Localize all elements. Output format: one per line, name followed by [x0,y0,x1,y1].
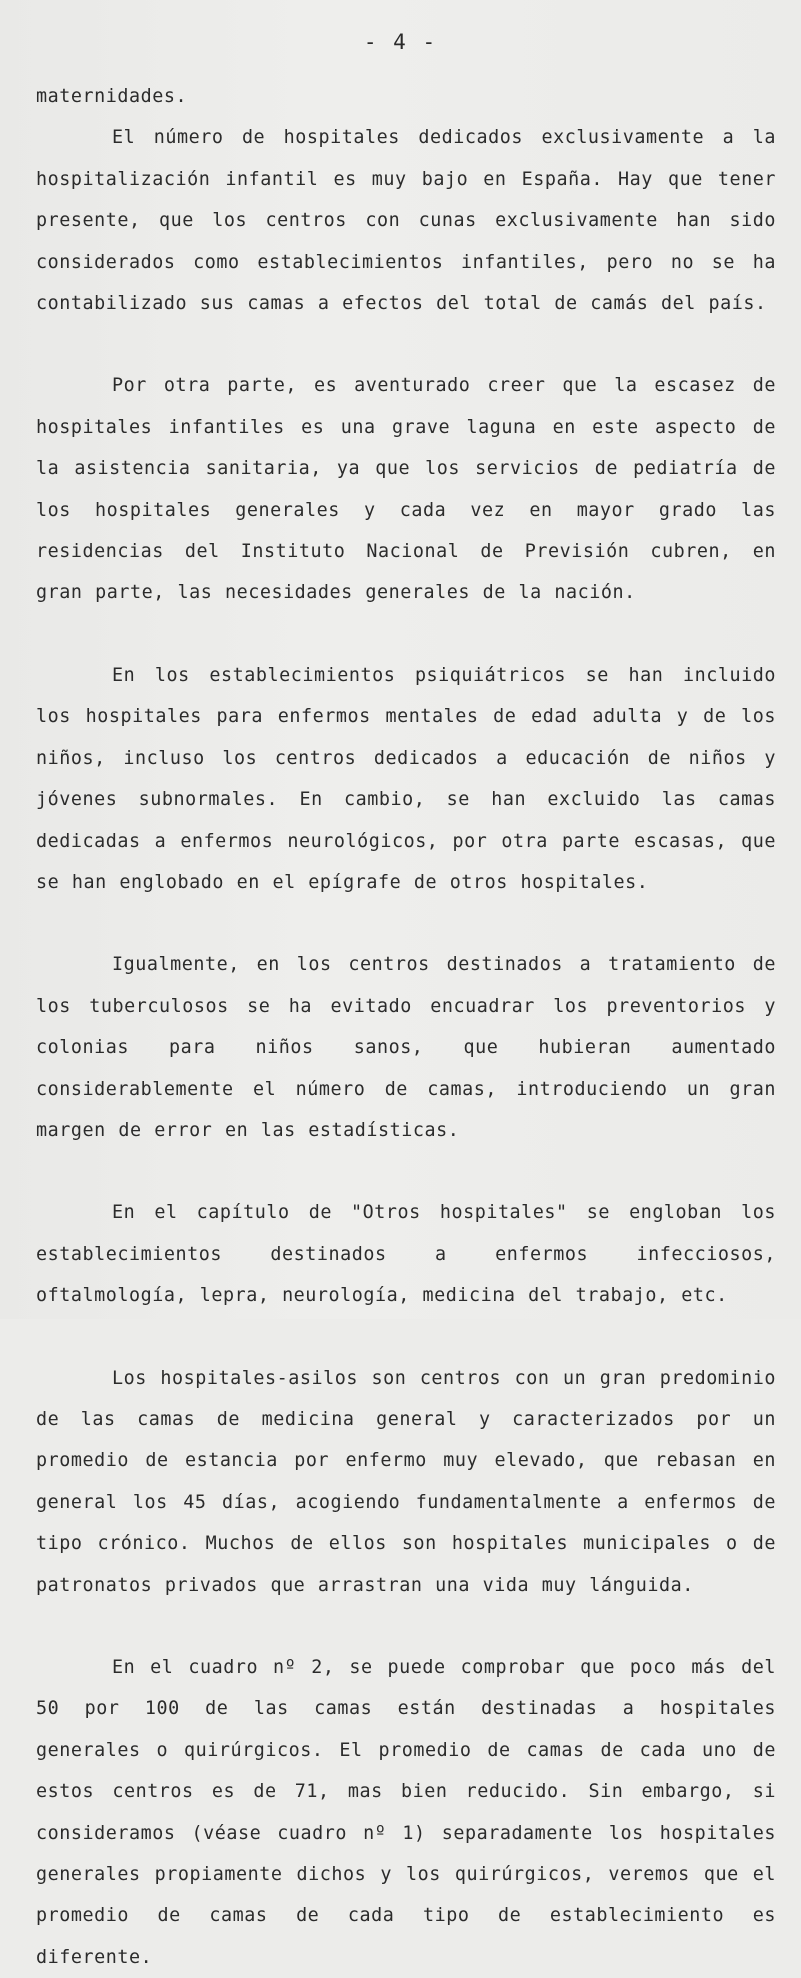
body-text [36,76,776,1978]
paragraph-hospitalizacion-infantil: El número de hospitales dedicados exclusivamente a la hospitalización infantil es muy bajo en España. Hay que tener presente, que los centros con cunas exclusivamente han sido considerados como establecimientos infantiles, pero no se ha contabilizado sus camas a efectos del total de camás del país. [36,127,776,315]
paragraph-otros-hospitales: En el capítulo de "Otros hospitales" se engloban los establecimientos destinados a enfermos infecciosos, oftalmología, lepra, neurología, medicina del trabajo, etc. [36,1202,776,1307]
paragraph-hospitales-asilos: Los hospitales-asilos son centros con un gran predominio de las camas de medicina general y caracterizados por un promedio de estancia por enfermo muy elevado, que rebasan en general los 45 días, acogiendo fundamentalmente a enfermos de tipo crónico. Muchos de ellos son hospitales municipales o de patronatos privados que arrastran una vida muy lánguida. [36,1367,776,1596]
paragraph-escasez-hospitales-infantiles: Por otra parte, es aventurado creer que la escasez de hospitales infantiles es una grave laguna en este aspecto de la asistencia sanitaria, ya que los servicios de pediatría de los hospitales generales y cada vez en mayor grado las residencias del Instituto Nacional de Previsión cubren, en gran parte, las necesidades generales de la nación. [36,375,776,604]
page-number: - 4 - [363,30,438,54]
paragraph-establecimientos-psiquiatricos: En los establecimientos psiquiátricos se han incluido los hospitales para enfermos mentales de edad adulta y de los niños, incluso los centros dedicados a educación de niños y jóvenes subnormales. En cambio, se han excluido las camas dedicadas a enfermos neurológicos, por otra parte escasas, que se han englobado en el epígrafe de otros hospitales. [36,664,776,893]
paragraph-cuadro-2: En el cuadro nº 2, se puede comprobar que poco más del 50 por 100 de las camas están destinadas a hospitales generales o quirúrgicos. El promedio de camas de cada uno de estos centros es de 71, mas bien reducido. Sin embargo, si consideramos (véase cuadro nº 1) separadamente los hospitales generales propiamente dichos y los quirúrgicos, veremos que el promedio de camas de cada tipo de establecimiento es diferente. [36,1657,776,1968]
paragraph-continuation: maternidades. [36,86,188,107]
paragraph-tuberculosos: Igualmente, en los centros destinados a tratamiento de los tuberculosos se ha evitado encuadrar los preventorios y colonias para niños sanos, que hubieran aumentado considerablemente el número de camas, introduciendo un gran margen de error en las estadísticas. [36,954,776,1141]
